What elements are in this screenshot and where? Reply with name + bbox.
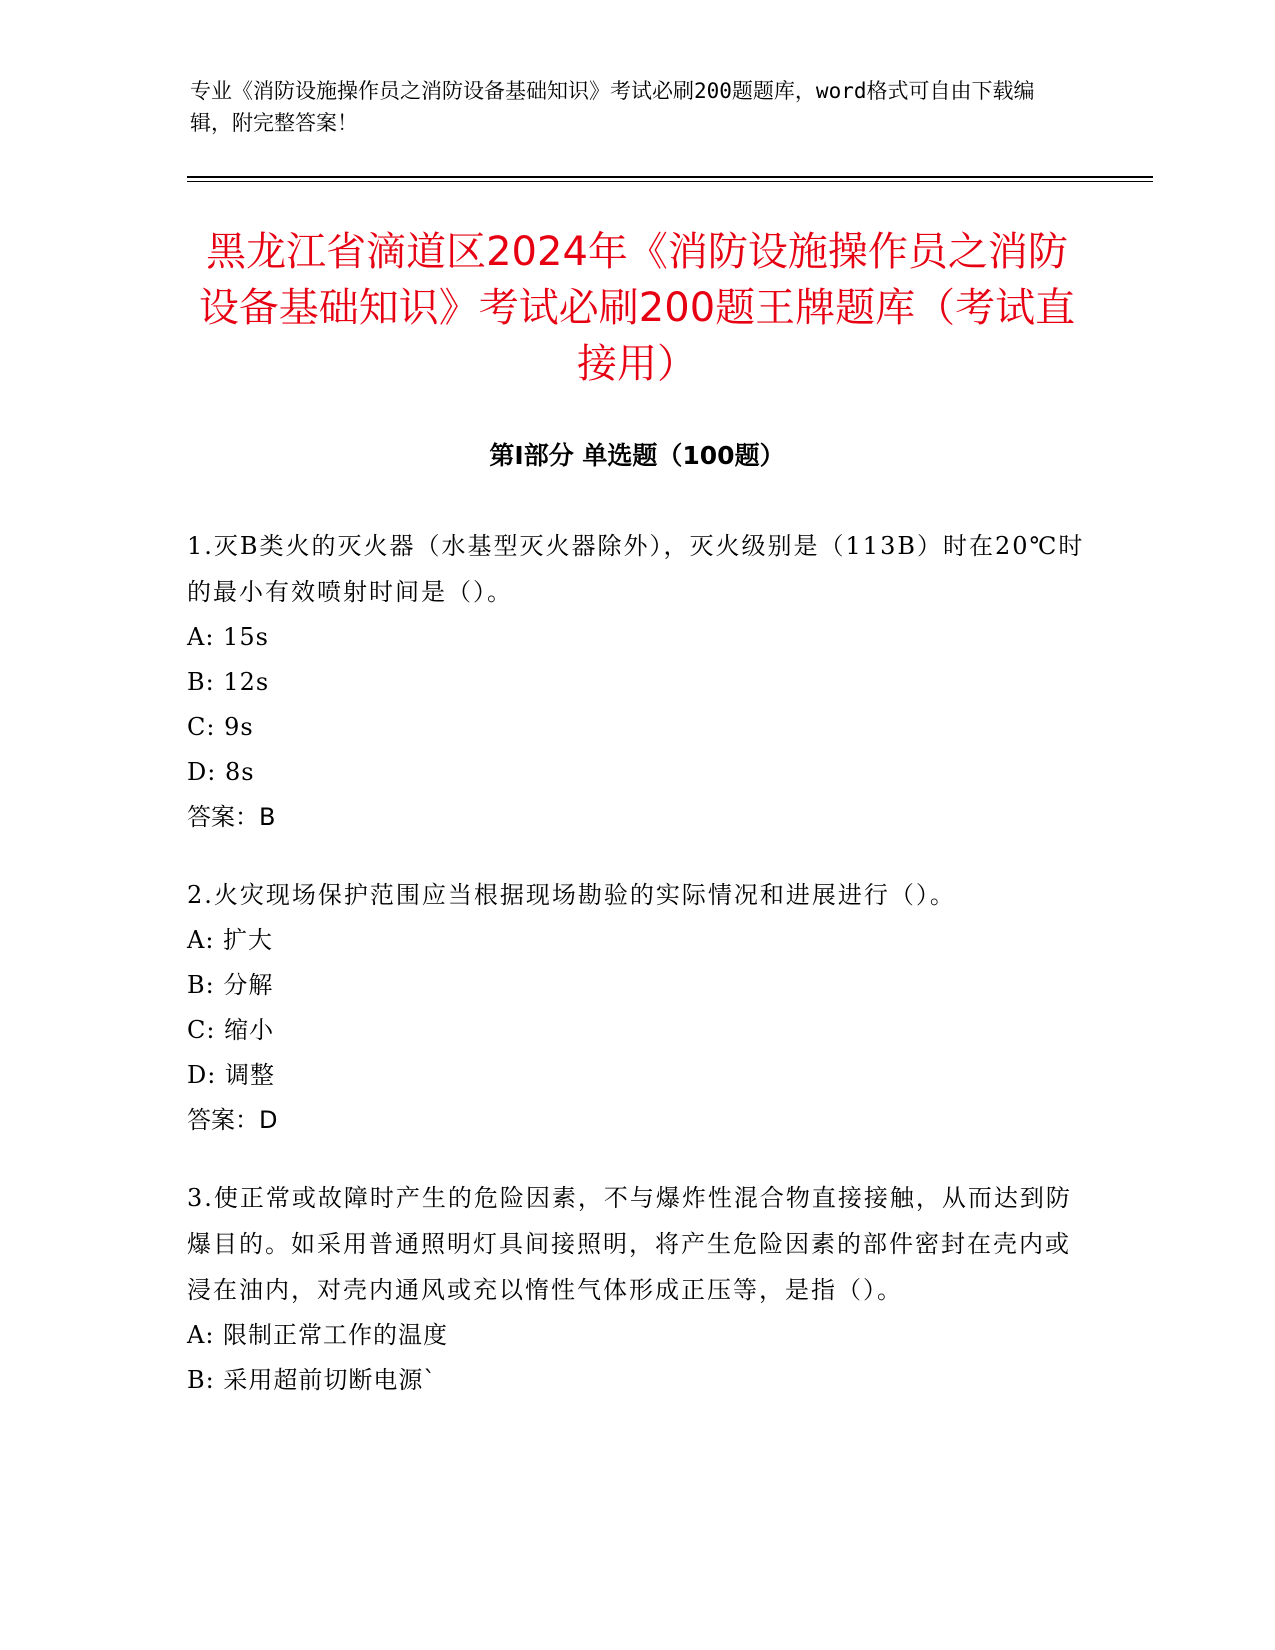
question-text: 2.火灾现场保护范围应当根据现场勘验的实际情况和进展进行（）。 — [187, 881, 956, 909]
question-list — [187, 523, 1087, 1435]
option-d: D: 调整 — [187, 1061, 275, 1089]
option-b: B: 分解 — [187, 971, 274, 999]
header-rule-thin — [187, 181, 1153, 182]
question-text: 3.使正常或故障时产生的危险因素，不与爆炸性混合物直接接触，从而达到防爆目的。如采用普通照明灯具间接照明，将产生危险因素的部件密封在壳内或浸在油内，对壳内通风或充以惰性气体形成正压等，是指（）。 — [187, 1184, 1072, 1304]
section-title: 第Ⅰ部分 单选题（100题） — [489, 441, 785, 470]
option-b: B: 12s — [187, 668, 270, 696]
option-d: D: 8s — [187, 758, 255, 786]
question-text: 1.灭B类火的灭火器（水基型灭火器除外），灭火级别是（113B）时在20℃时的最小有效喷射时间是（）。 — [187, 532, 1085, 606]
option-b: B: 采用超前切断电源` — [187, 1366, 437, 1394]
question-1 — [187, 523, 1087, 840]
option-a: A: 扩大 — [187, 926, 274, 954]
answer: 答案：B — [187, 803, 276, 831]
option-a: A: 限制正常工作的温度 — [187, 1321, 449, 1349]
header-rule-thick — [187, 176, 1153, 178]
option-c: C: 缩小 — [187, 1016, 275, 1044]
option-a: A: 15s — [187, 623, 269, 651]
document-title: 黑龙江省滴道区2024年《消防设施操作员之消防设备基础知识》考试必刷200题王牌题库（考试直接用） — [198, 229, 1076, 387]
question-3 — [187, 1175, 1087, 1403]
question-2 — [187, 872, 1087, 1143]
answer: 答案：D — [187, 1106, 278, 1134]
option-c: C: 9s — [187, 713, 254, 741]
header-note: 专业《消防设施操作员之消防设备基础知识》考试必刷200题题库，word格式可自由下载编辑，附完整答案！ — [190, 79, 1035, 135]
